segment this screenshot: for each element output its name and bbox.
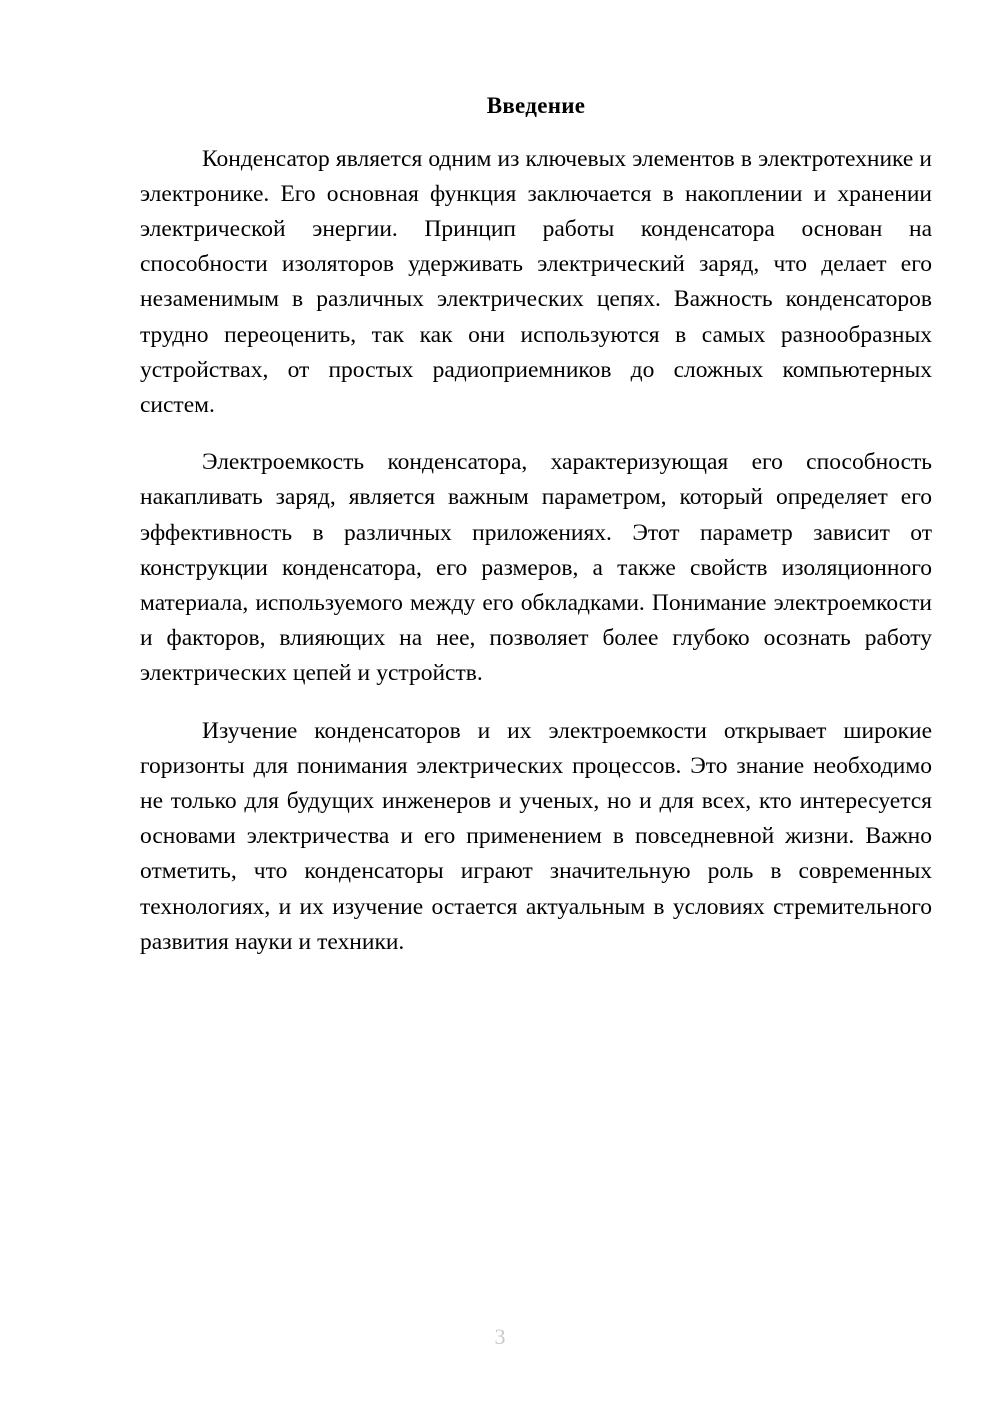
page-number: 3 [494, 1324, 506, 1349]
page-title: Введение [486, 93, 586, 118]
document-body [140, 92, 932, 960]
paragraph-study-significance: Изучение конденсаторов и их электроемкости открывает широкие горизонты для понимания электрических процессов. Это знание необходимо не только для будущих инженеров и ученых, но и для всех, кто интересуется основами электричества и его применением в повседневной жизни. Важно отметить, что конденсаторы играют значительную роль в современных технологиях, и их изучение остается актуальным в условиях стремительного развития науки и техники. [140, 717, 932, 955]
paragraph-introduction-capacitor-role: Конденсатор является одним из ключевых элементов в электротехнике и электронике. Его основная функция заключается в накоплении и хранении электрической энергии. Принцип работы конденсатора основан на способности изоляторов удерживать электрический заряд, что делает его незаменимым в различных электрических цепях. Важность конденсаторов трудно переоценить, так как они используются в самых разнообразных устройствах, от простых радиоприемников до сложных компьютерных систем. [140, 145, 932, 419]
paragraph-capacitance-parameter: Электроемкость конденсатора, характеризующая его способность накапливать заряд, является важным параметром, который определяет его эффективность в различных приложениях. Этот параметр зависит от конструкции конденсатора, его размеров, а также свойств изоляционного материала, используемого между его обкладками. Понимание электроемкости и факторов, влияющих на нее, позволяет более глубоко осознать работу электрических цепей и устройств. [140, 449, 932, 687]
